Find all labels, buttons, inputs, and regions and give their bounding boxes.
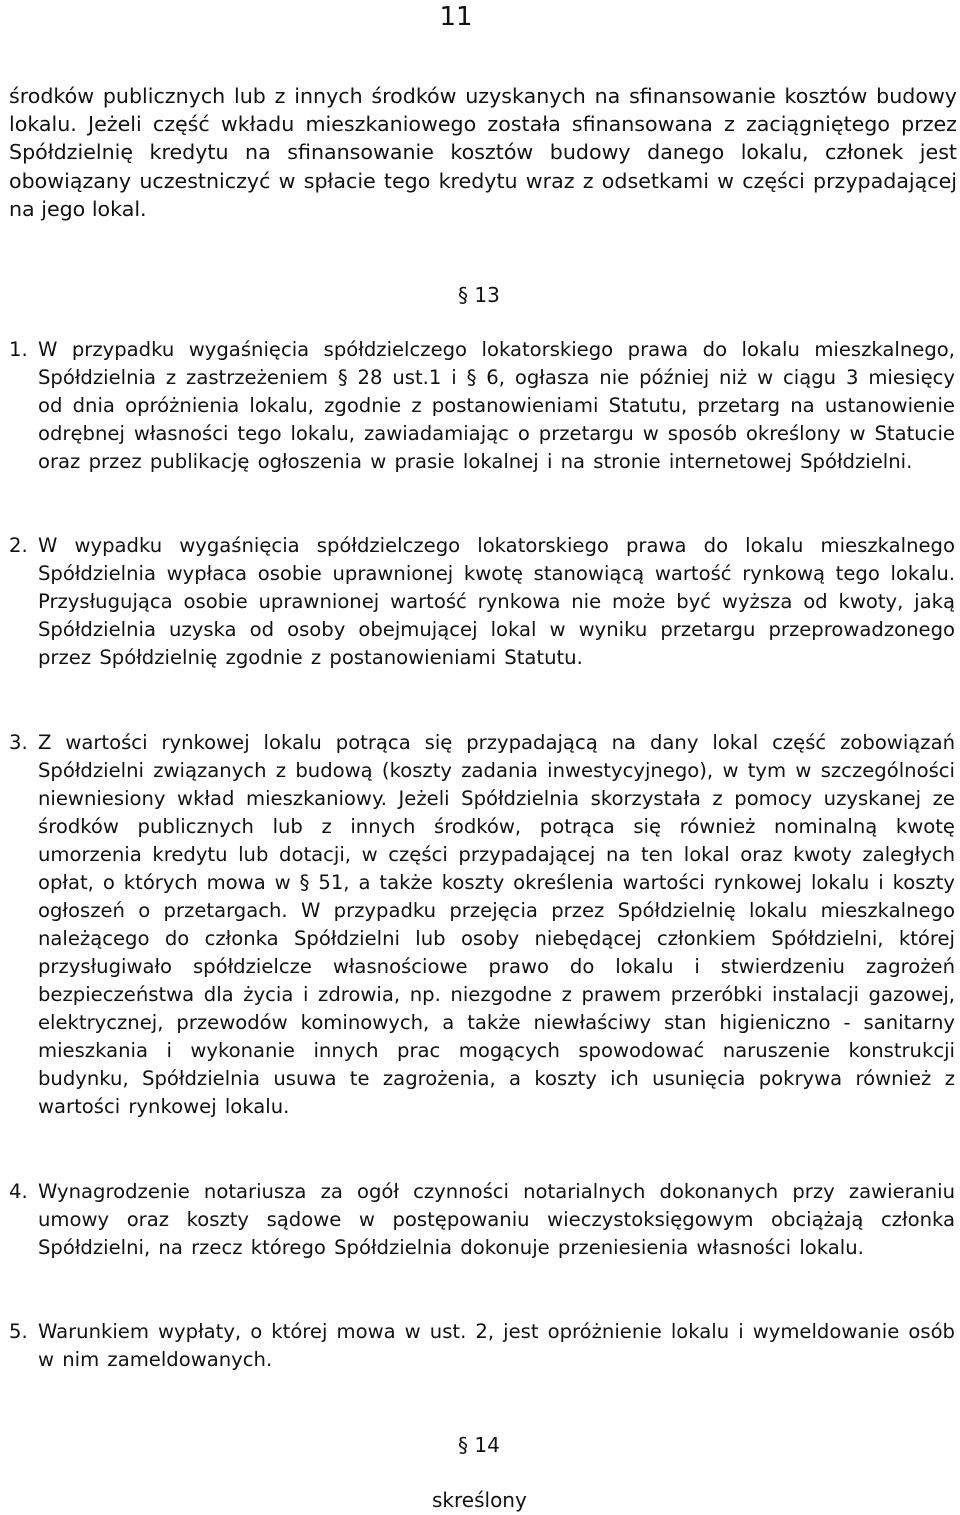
item-number: 3. <box>9 731 28 754</box>
section-13-item-2 <box>9 532 955 672</box>
item-number: 2. <box>9 534 28 557</box>
item-number: 1. <box>9 338 28 361</box>
section-13-item-5 <box>9 1318 955 1374</box>
item-text: W wypadku wygaśnięcia spółdzielczego lokatorskiego prawa do lokalu mieszkalnego Spółdzielnia wypłaca osobie uprawnionej kwotę stanowiącą wartość rynkową tego lokalu. Przysługująca osobie uprawnionej wartość rynkowa nie może być wyższa od kwoty, jaką Spółdzielnia uzyska od osoby obejmującej lokal w wyniku przetargu przeprowadzonego przez Spółdzielnię zgodnie z postanowieniami Statutu. <box>38 534 955 669</box>
intro-paragraph: środków publicznych lub z innych środków uzyskanych na sfinansowanie kosztów budowy lokalu. Jeżeli część wkładu mieszkaniowego została sfinansowana z zaciągniętego przez Spółdzielnię kredytu na sfinansowanie kosztów budowy danego lokalu, członek jest obowiązany uczestniczyć w spłacie tego kredytu wraz z odsetkami w części przypadającej na jego lokal. <box>9 84 957 221</box>
section-13-item-3 <box>9 729 955 1121</box>
section-14-struck-note: skreślony <box>432 1488 527 1512</box>
item-text: Z wartości rynkowej lokalu potrąca się przypadającą na dany lokal część zobowiązań Spółdzielni związanych z budową (koszty zadania inwestycyjnego), w tym w szczególności niewniesiony wkład mieszkaniowy. Jeżeli Spółdzielnia skorzystała z pomocy uzyskanej ze środków publicznych lub z innych środków, potrąca się również nominalną kwotę umorzenia kredytu lub dotacji, w części przypadającej na ten lokal oraz kwoty zaległych opłat, o których mowa w § 51, a także koszty określenia wartości rynkowej lokalu i koszty ogłoszeń o przetargach. W przypadku przejęcia przez Spółdzielnię lokalu mieszkalnego należącego do członka Spółdzielni lub osoby niebędącej członkiem Spółdzielni, której przysługiwało spółdzielcze własnościowe prawo do lokalu i stwierdzeniu zagrożeń bezpieczeństwa dla życia i zdrowia, np. niezgodne z prawem przeróbki instalacji gazowej, elektrycznej, przewodów kominowych, a także niewłaściwy stan higieniczno - sanitarny mieszkania i wykonanie innych prac mogących spowodować naruszenie konstrukcji budynku, Spółdzielnia usuwa te zagrożenia, a koszty ich usunięcia pokrywa również z wartości rynkowej lokalu. <box>38 731 955 1118</box>
item-number: 4. <box>9 1180 28 1203</box>
section-13-item-1 <box>9 336 955 476</box>
section-13-heading: § 13 <box>458 283 500 307</box>
page-number: 11 <box>439 2 473 32</box>
item-text: W przypadku wygaśnięcia spółdzielczego lokatorskiego prawa do lokalu mieszkalnego, Spółdzielnia z zastrzeżeniem § 28 ust.1 i § 6, ogłasza nie później niż w ciągu 3 miesięcy od dnia opróżnienia lokalu, zgodnie z postanowieniami Statutu, przetarg na ustanowienie odrębnej własności tego lokalu, zawiadamiając o przetargu w sposób określony w Statucie oraz przez publikację ogłoszenia w prasie lokalnej i na stronie internetowej Spółdzielni. <box>38 338 955 473</box>
item-number: 5. <box>9 1320 28 1343</box>
item-text: Wynagrodzenie notariusza za ogół czynności notarialnych dokonanych przy zawieraniu umowy oraz koszty sądowe w postępowaniu wieczystoksięgowym obciążają członka Spółdzielni, na rzecz którego Spółdzielnia dokonuje przeniesienia własności lokalu. <box>38 1180 955 1259</box>
section-14-heading: § 14 <box>458 1433 500 1457</box>
item-text: Warunkiem wypłaty, o której mowa w ust. 2, jest opróżnienie lokalu i wymeldowanie osób w nim zameldowanych. <box>38 1320 955 1371</box>
section-13-item-4 <box>9 1178 955 1262</box>
